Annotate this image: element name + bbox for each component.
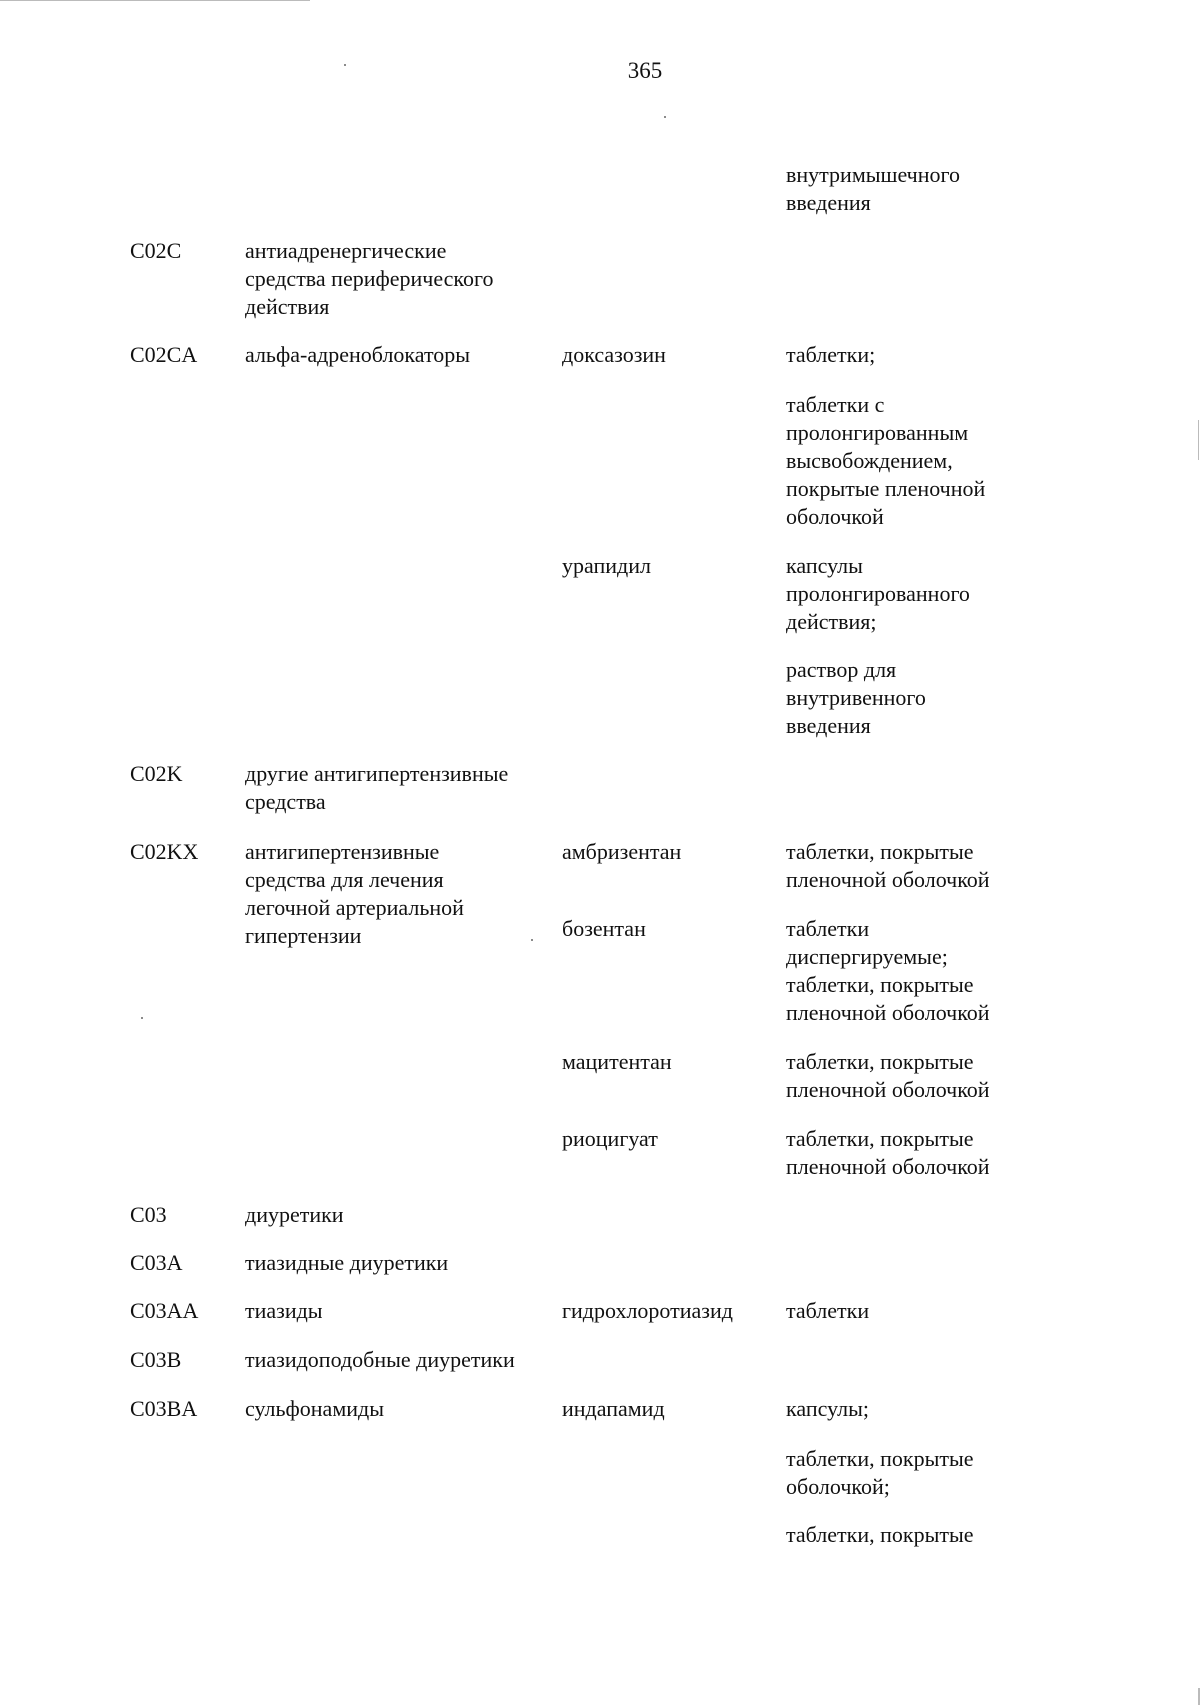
- atc-code: C03: [130, 1202, 167, 1227]
- dosage-form: таблетки: [786, 1298, 870, 1323]
- drug-name: мацитентан: [562, 1049, 672, 1074]
- dosage-form: капсулы;: [786, 1396, 869, 1421]
- atc-code: C03BA: [130, 1396, 198, 1421]
- drug-name: риоцигуат: [562, 1126, 658, 1151]
- atc-code: C02KX: [130, 839, 199, 864]
- scan-speck: [141, 1017, 143, 1019]
- atc-code: C03A: [130, 1250, 183, 1275]
- dosage-form: таблетки, покрытые пленочной оболочкой: [786, 839, 990, 892]
- scan-speck: [664, 116, 666, 118]
- atc-code: C02K: [130, 761, 183, 786]
- scan-speck: [531, 939, 533, 941]
- dosage-form: внутримышечного введения: [786, 162, 960, 215]
- drug-name: бозентан: [562, 916, 646, 941]
- drug-name: урапидил: [562, 553, 651, 578]
- drug-name: гидрохлоротиазид: [562, 1298, 733, 1323]
- scan-speck: [344, 64, 346, 66]
- drug-name: доксазозин: [562, 342, 666, 367]
- scan-edge-line: [1198, 420, 1199, 460]
- page-number: 365: [627, 58, 663, 83]
- pharmacological-group: антиадренергические средства периферического действия: [245, 238, 494, 319]
- atc-code: C03AA: [130, 1298, 199, 1323]
- dosage-form: капсулы пролонгированного действия;: [786, 553, 970, 634]
- dosage-form: таблетки, покрытые: [786, 1522, 974, 1547]
- atc-code: C02CA: [130, 342, 198, 367]
- pharmacological-group: антигипертензивные средства для лечения легочной артериальной гипертензии: [245, 839, 464, 948]
- pharmacological-group: диуретики: [245, 1202, 344, 1227]
- dosage-form: таблетки, покрытые пленочной оболочкой: [786, 1049, 990, 1102]
- dosage-form: таблетки диспергируемые; таблетки, покрытые пленочной оболочкой: [786, 916, 990, 1025]
- atc-code: C03B: [130, 1347, 182, 1372]
- pharmacological-group: сульфонамиды: [245, 1396, 384, 1421]
- dosage-form: таблетки, покрытые оболочкой;: [786, 1446, 974, 1499]
- drug-name: амбризентан: [562, 839, 682, 864]
- pharmacological-group: тиазидоподобные диуретики: [245, 1347, 515, 1372]
- atc-code: C02C: [130, 238, 182, 263]
- pharmacological-group: другие антигипертензивные средства: [245, 761, 509, 814]
- drug-name: индапамид: [562, 1396, 665, 1421]
- dosage-form: таблетки с пролонгированным высвобождением, покрытые пленочной оболочкой: [786, 392, 986, 529]
- pharmacological-group: альфа-адреноблокаторы: [245, 342, 471, 367]
- pharmacological-group: тиазиды: [245, 1298, 323, 1323]
- pharmacological-group: тиазидные диуретики: [245, 1250, 449, 1275]
- scan-edge-line: [0, 0, 310, 1]
- dosage-form: таблетки;: [786, 342, 876, 367]
- dosage-form: таблетки, покрытые пленочной оболочкой: [786, 1126, 990, 1179]
- dosage-form: раствор для внутривенного введения: [786, 657, 926, 738]
